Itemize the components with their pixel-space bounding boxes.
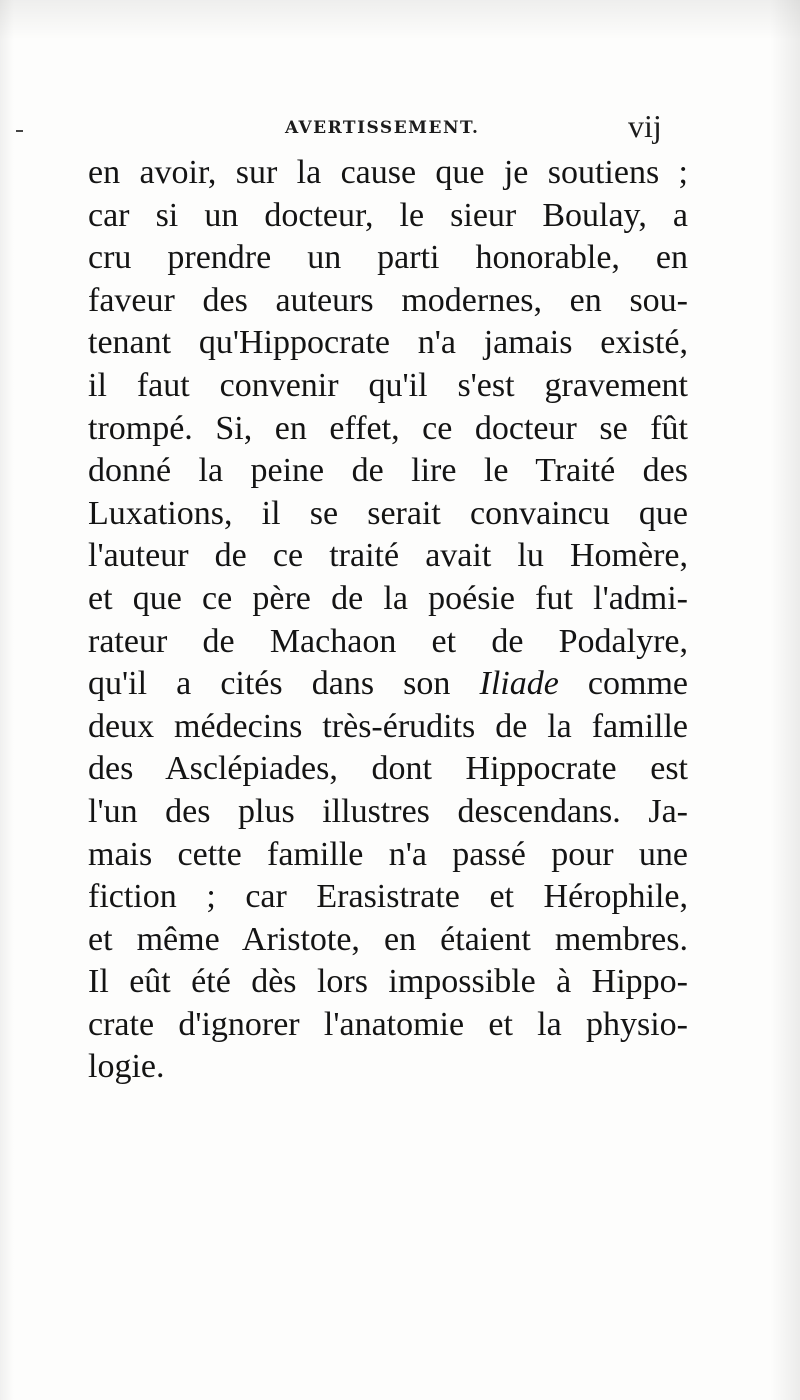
text-line: trompé. Si, en effet, ce docteur se fût bbox=[88, 409, 688, 447]
text-line-start: qu'il a cités dans son bbox=[88, 665, 480, 703]
text-line: donné la peine de lire le Traité des bbox=[88, 452, 688, 490]
text-line: en avoir, sur la cause que je soutiens ; bbox=[88, 154, 688, 191]
text-line: rateur de Machaon et de Podalyre, bbox=[88, 622, 688, 660]
text-line: faveur des auteurs modernes, en sou- bbox=[88, 281, 688, 319]
text-line: fiction ; car Erasistrate et Hérophile, bbox=[88, 878, 688, 916]
text-line: Il eût été dès lors impossible à Hippo- bbox=[88, 963, 688, 1001]
scan-shadow-top bbox=[0, 0, 800, 40]
running-head: AVERTISSEMENT. bbox=[285, 118, 480, 138]
text-line: tenant qu'Hippocrate n'a jamais existé, bbox=[88, 324, 688, 362]
text-line bbox=[88, 663, 688, 706]
text-line: deux médecins très-érudits de la famille bbox=[88, 707, 688, 745]
text-line: et que ce père de la poésie fut l'admi- bbox=[88, 579, 688, 617]
text-line: l'un des plus illustres descendans. Ja- bbox=[88, 792, 688, 830]
text-line: des Asclépiades, dont Hippocrate est bbox=[88, 750, 688, 788]
text-line: il faut convenir qu'il s'est gravement bbox=[88, 366, 688, 404]
page-number: vij bbox=[628, 108, 662, 144]
text-line-end: comme bbox=[558, 665, 689, 703]
margin-mark bbox=[16, 130, 23, 132]
text-line: Luxations, il se serait convaincu que bbox=[88, 494, 688, 532]
body-text bbox=[88, 152, 688, 1089]
text-line: l'auteur de ce traité avait lu Homère, bbox=[88, 537, 688, 575]
scan-shadow-left bbox=[0, 0, 14, 1400]
text-line: et même Aristote, en étaient membres. bbox=[88, 920, 688, 958]
text-line: mais cette famille n'a passé pour une bbox=[88, 835, 688, 873]
italic-title-iliade: Iliade bbox=[479, 665, 559, 703]
text-line: crate d'ignorer l'anatomie et la physio- bbox=[88, 1005, 688, 1043]
text-line: cru prendre un parti honorable, en bbox=[88, 239, 688, 277]
scan-shadow-right bbox=[770, 0, 800, 1400]
text-line-last: logie. bbox=[88, 1048, 165, 1086]
text-line: car si un docteur, le sieur Boulay, a bbox=[88, 196, 688, 234]
